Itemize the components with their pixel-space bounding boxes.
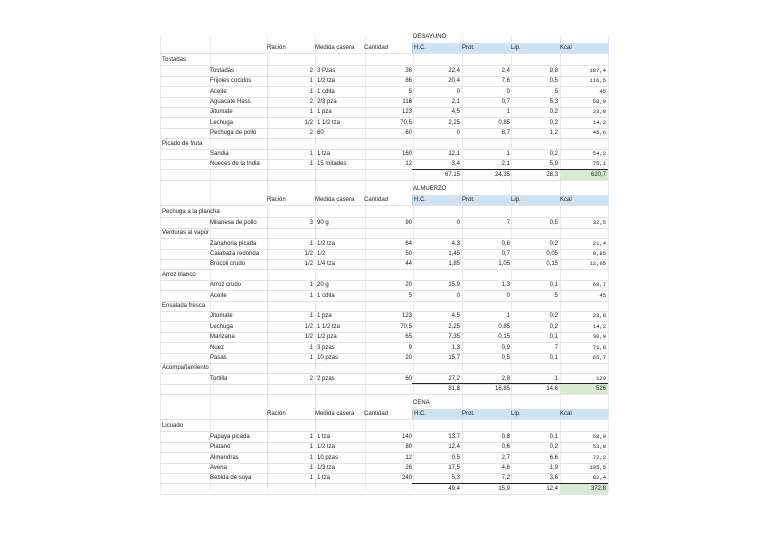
cantidad-cell[interactable]: 26 [405,465,412,472]
cantidad-cell[interactable]: 20 [405,282,412,289]
cantidad-cell[interactable]: 12 [405,454,412,461]
racion-cell[interactable]: 2 [309,67,313,74]
cantidad-cell[interactable]: 160 [401,151,412,158]
food-name[interactable]: Platano [210,444,231,451]
header-medida: Medida casera [315,197,355,203]
racion-cell[interactable]: 1 [309,313,313,320]
medida-cell[interactable]: 60 [317,130,324,137]
prot-cell[interactable]: 4,6 [501,465,510,472]
food-name[interactable]: Manzana [210,334,235,341]
medida-cell[interactable]: 3 pzas [317,344,335,351]
food-name[interactable]: Calabaza redonda [210,251,260,258]
section-title-almuerzo: ALMUERZO [413,186,447,192]
food-name[interactable]: Frijoles cocidos [210,78,252,85]
header-hc: H.C. [414,45,426,51]
cantidad-cell[interactable]: 60 [405,130,412,137]
medida-cell[interactable]: 1 pza [317,109,332,116]
prot-cell[interactable]: 2,1 [501,161,510,168]
lip-cell[interactable]: 0,1 [549,282,558,289]
medida-cell[interactable]: 1/4 tza [317,261,336,268]
prot-cell[interactable]: 2,8 [501,375,510,382]
header-lip: Lip. [511,411,521,417]
lip-cell[interactable]: 5 [554,88,558,95]
kcal-cell[interactable]: 58,9 [592,432,606,440]
prot-cell[interactable]: 0,85 [498,323,510,330]
food-name[interactable]: Papaya picada [210,433,250,440]
cantidad-cell[interactable]: 36 [405,67,412,74]
hc-cell[interactable]: 15,9 [448,282,460,289]
kcal-cell[interactable]: 32,5 [592,218,606,226]
food-name[interactable]: Lechuga [210,119,234,126]
racion-cell[interactable]: 1 [309,292,313,299]
medida-cell[interactable]: 1 tza [317,433,331,440]
kcal-cell[interactable]: 116,5 [589,77,606,85]
lip-cell[interactable]: 5,3 [549,99,558,106]
racion-cell[interactable]: 1 [309,433,313,440]
cantidad-cell[interactable]: 116 [402,99,412,106]
table-row [160,249,608,260]
prot-cell[interactable]: 7 [506,219,510,226]
kcal-cell[interactable]: 9,85 [592,250,606,258]
section-title-cena: CENA [413,400,430,406]
medida-cell[interactable]: 1/2 tza [317,78,336,85]
hc-total[interactable]: 81,8 [448,386,460,393]
table-row [160,280,608,291]
cantidad-cell[interactable]: 240 [401,475,412,482]
hc-cell[interactable]: 0 [456,130,460,137]
table-row [160,128,608,139]
prot-cell[interactable]: 1,05 [498,261,510,268]
cantidad-cell[interactable]: 90 [405,219,412,226]
totals-row [160,484,608,495]
lip-cell[interactable]: 0,05 [546,251,558,258]
kcal-total[interactable]: 620,7 [590,171,606,178]
racion-cell[interactable]: 1 [309,109,313,116]
prot-cell[interactable]: 0,6 [501,444,510,451]
kcal-cell[interactable]: 14,2 [592,322,606,330]
table-row [160,332,608,343]
cantidad-cell[interactable]: 9 [408,344,412,351]
table-row [160,87,608,98]
cantidad-cell[interactable]: 80 [405,444,412,451]
food-name[interactable]: Bebida de soya [210,475,252,482]
header-kcal: Kcal [560,197,572,203]
table-row [160,149,608,160]
prot-cell[interactable]: 2,7 [501,454,510,461]
food-name[interactable]: Lechuga [210,323,234,330]
hc-cell[interactable]: 1,3 [451,344,460,351]
medida-cell[interactable]: 20 g [317,282,329,289]
hc-cell[interactable]: 22,4 [448,67,460,74]
lip-cell[interactable]: 0,2 [549,119,558,126]
medida-cell[interactable]: 1 1/2 tza [317,119,341,126]
table-row [160,259,608,270]
lip-cell[interactable]: 1 [554,375,558,382]
medida-cell[interactable]: 10 pzas [317,454,339,461]
kcal-cell[interactable]: 69,7 [592,281,606,289]
lip-cell[interactable]: 0,2 [549,323,558,330]
food-name[interactable]: Milanesa de pollo [210,219,257,226]
lip-cell[interactable]: 0,2 [549,313,558,320]
header-medida: Medida casera [315,45,355,51]
kcal-cell[interactable]: 45,6 [592,129,606,137]
cantidad-cell[interactable]: 70,5 [400,119,412,126]
group-name[interactable]: Licuado [162,423,184,430]
racion-cell[interactable]: 1 [309,465,313,472]
racion-cell[interactable]: 1 [309,344,313,351]
group-name[interactable]: Acompañamiento [162,365,209,372]
cantidad-cell[interactable]: 123 [401,109,412,116]
group-row [160,363,608,374]
table-row [160,118,608,129]
prot-cell[interactable]: 2,4 [501,67,510,74]
table-row [160,353,608,364]
prot-cell[interactable]: 1 [506,313,510,320]
hc-cell[interactable]: 3,4 [451,161,460,168]
lip-cell[interactable]: 3,6 [549,475,558,482]
kcal-cell[interactable]: 129 [596,374,606,382]
hc-cell[interactable]: 0 [456,219,460,226]
lip-cell[interactable]: 0,2 [549,240,558,247]
food-name[interactable]: Arroz crudo [210,282,242,289]
prot-cell[interactable]: 7,2 [501,475,510,482]
hc-cell[interactable]: 4,5 [451,313,460,320]
hc-cell[interactable]: 27,2 [448,375,460,382]
food-name[interactable]: Tostadas [210,67,235,74]
cantidad-cell[interactable]: 5 [408,292,412,299]
group-row [160,421,608,432]
kcal-total[interactable]: 526 [595,386,606,393]
hc-cell[interactable]: 5,3 [451,475,460,482]
racion-cell[interactable]: 1 [309,282,313,289]
lip-cell[interactable]: 1,9 [549,465,558,472]
food-name[interactable]: Almendras [210,454,239,461]
hc-cell[interactable]: 20,4 [448,78,460,85]
hc-cell[interactable]: 13,7 [448,433,460,440]
racion-cell[interactable]: 1 [309,78,313,85]
prot-total[interactable]: 15,9 [498,485,510,492]
table-row [160,291,608,302]
medida-cell[interactable]: 1/3 tza [317,465,336,472]
hc-cell[interactable]: 15,7 [448,355,460,362]
header-kcal: Kcal [560,411,572,417]
food-name[interactable]: Aguacate Hass [210,99,251,106]
header-hc: H.C. [414,197,426,203]
medida-cell[interactable]: 90 g [317,219,329,226]
prot-cell[interactable]: 1 [506,109,510,116]
cantidad-cell[interactable]: 60 [405,375,412,382]
header-kcal: Kcal [560,45,572,51]
grid-line [608,34,609,492]
lip-cell[interactable]: 1,2 [549,130,558,137]
table-row [160,463,608,474]
food-name[interactable]: Jitomate [210,313,233,320]
hc-cell[interactable]: 0 [456,292,460,299]
group-name[interactable]: Tostadas [162,57,187,64]
table-row [160,453,608,464]
cantidad-cell[interactable]: 20 [405,355,412,362]
kcal-cell[interactable]: 105,5 [589,464,606,472]
hc-cell[interactable]: 4,3 [451,240,460,247]
medida-cell[interactable]: 1/2 tza [317,240,336,247]
racion-cell[interactable]: 3 [309,219,313,226]
lip-cell[interactable]: 0,2 [549,151,558,158]
food-name[interactable]: Zanahoria picada [210,240,257,247]
header-row [160,43,608,54]
medida-cell[interactable]: 1/2 pza [317,334,337,341]
lip-cell[interactable]: 5 [554,292,558,299]
food-name[interactable]: Pasas [210,355,227,362]
prot-cell[interactable]: 0,7 [501,251,510,258]
table-row [160,66,608,77]
food-name[interactable]: Aceite [210,88,227,95]
group-name[interactable]: Ensalada fresca [162,303,206,310]
table-row [160,97,608,108]
kcal-cell[interactable]: 45 [599,291,606,299]
medida-cell[interactable]: 1/2 tza [317,444,336,451]
racion-cell[interactable]: 2 [309,99,313,106]
table-row [160,311,608,322]
hc-cell[interactable]: 12,4 [448,444,460,451]
hc-cell[interactable]: 0 [456,88,460,95]
table-row [160,239,608,250]
lip-cell[interactable]: 0,1 [549,433,558,440]
kcal-cell[interactable]: 71,8 [592,343,606,351]
lip-cell[interactable]: 0,2 [549,444,558,451]
totals-row [160,170,608,181]
header-cantidad: Cantidad [364,411,389,417]
kcal-cell[interactable]: 65,7 [592,354,606,362]
hc-cell[interactable]: 1,45 [448,251,460,258]
racion-cell[interactable]: 1 [309,454,313,461]
hc-cell[interactable]: 0,5 [451,454,460,461]
medida-cell[interactable]: 1/2 [317,251,326,258]
group-row [160,139,608,150]
hc-total[interactable]: 49,4 [448,485,460,492]
table-row [160,432,608,443]
medida-cell[interactable]: 1 tza [317,151,331,158]
header-cantidad: Cantidad [364,45,389,51]
cantidad-cell[interactable]: 140 [401,433,412,440]
hc-cell[interactable]: 1,85 [448,261,460,268]
header-row [160,195,608,206]
racion-cell[interactable]: 1 [309,444,313,451]
table-row [160,107,608,118]
header-lip: Lip. [511,197,521,203]
hc-cell[interactable]: 2,1 [451,99,460,106]
kcal-cell[interactable]: 14,2 [592,118,606,126]
group-row [160,228,608,239]
racion-cell[interactable]: 1/2 [304,261,313,268]
cantidad-cell[interactable]: 86 [405,78,412,85]
prot-cell[interactable]: 0,8 [501,433,510,440]
racion-cell[interactable]: 2 [309,130,313,137]
table-row [160,442,608,453]
prot-cell[interactable]: 8,7 [501,130,510,137]
prot-cell[interactable]: 0,7 [501,99,510,106]
medida-cell[interactable]: 3 Pzas [317,67,336,74]
prot-cell[interactable]: 1,3 [501,282,510,289]
lip-cell[interactable]: 5,9 [549,161,558,168]
hc-cell[interactable]: 12,1 [448,151,460,158]
prot-cell[interactable]: 0,9 [501,344,510,351]
header-racion: Ración [267,197,286,203]
header-prot: Prot. [462,197,475,203]
group-name[interactable]: Pechuga a la plancha [162,209,220,216]
hc-cell[interactable]: 4,5 [451,109,460,116]
food-name[interactable]: Pechuga de pollo [210,130,257,137]
medida-cell[interactable]: 1 1/2 tza [317,323,341,330]
food-name[interactable]: Jitomate [210,109,233,116]
kcal-cell[interactable]: 23,8 [592,312,606,320]
cantidad-cell[interactable]: 50 [405,251,412,258]
lip-cell[interactable]: 0,1 [549,334,558,341]
medida-cell[interactable]: 1 cdita [317,292,335,299]
hc-cell[interactable]: 17,5 [448,465,460,472]
lip-total[interactable]: 28,3 [546,171,558,178]
prot-total[interactable]: 16,85 [494,386,510,393]
table-row [160,218,608,229]
lip-cell[interactable]: 0,5 [549,78,558,85]
kcal-cell[interactable]: 12,95 [589,260,606,268]
prot-cell[interactable]: 0,5 [501,355,510,362]
kcal-cell[interactable]: 30,9 [592,333,606,341]
lip-cell[interactable]: 7 [554,344,558,351]
prot-cell[interactable]: 0,15 [498,334,510,341]
totals-row [160,384,608,395]
cantidad-cell[interactable]: 123 [401,313,412,320]
group-row [160,301,608,312]
header-prot: Prot. [462,45,475,51]
table-row [160,76,608,87]
group-row [160,270,608,281]
racion-cell[interactable]: 1/2 [304,323,313,330]
header-racion: Ración [267,45,286,51]
cantidad-cell[interactable]: 70,5 [400,323,412,330]
cantidad-cell[interactable]: 44 [405,261,412,268]
group-name[interactable]: Arroz blanco [162,271,196,278]
kcal-cell[interactable]: 72,2 [592,453,606,461]
prot-cell[interactable]: 0,85 [498,119,510,126]
lip-cell[interactable]: 0,15 [546,261,558,268]
medida-cell[interactable]: 15 mitades [317,161,347,168]
prot-cell[interactable]: 1 [506,151,510,158]
food-name[interactable]: Sandia [210,151,229,158]
medida-cell[interactable]: 1 cdita [317,88,335,95]
table-row [160,343,608,354]
prot-total[interactable]: 24,35 [494,171,510,178]
racion-cell[interactable]: 1 [309,161,313,168]
cantidad-cell[interactable]: 64 [405,240,412,247]
racion-cell[interactable]: 1 [309,355,313,362]
food-name[interactable]: Avena [210,465,227,472]
racion-cell[interactable]: 1/2 [304,119,313,126]
header-cantidad: Cantidad [364,197,389,203]
food-name[interactable]: Tortilla [210,375,228,382]
lip-cell[interactable]: 0,1 [549,355,558,362]
hc-cell[interactable]: 2,25 [448,323,460,330]
kcal-cell[interactable]: 82,4 [592,474,606,482]
racion-cell[interactable]: 1 [309,88,313,95]
header-prot: Prot. [462,411,475,417]
group-row [160,207,608,218]
racion-cell[interactable]: 1/2 [304,334,313,341]
medida-cell[interactable]: 2/3 pza [317,99,337,106]
kcal-cell[interactable]: 54,2 [592,150,606,158]
hc-cell[interactable]: 7,35 [448,334,460,341]
prot-cell[interactable]: 7,6 [501,78,510,85]
cantidad-cell[interactable]: 65 [405,334,412,341]
cantidad-cell[interactable]: 12 [405,161,412,168]
medida-cell[interactable]: 2 pzas [317,375,335,382]
lip-cell[interactable]: 0,2 [549,109,558,116]
kcal-cell[interactable]: 53,8 [592,443,606,451]
medida-cell[interactable]: 1 pza [317,313,332,320]
food-name[interactable]: Nueces de la India [210,161,260,168]
racion-cell[interactable]: 2 [309,375,313,382]
prot-cell[interactable]: 0 [506,292,510,299]
group-row [160,55,608,66]
kcal-cell[interactable]: 58,9 [592,98,606,106]
lip-cell[interactable]: 0,5 [549,219,558,226]
kcal-cell[interactable]: 21,4 [592,239,606,247]
kcal-cell[interactable]: 75,1 [592,160,606,168]
lip-cell[interactable]: 9,8 [549,67,558,74]
lip-total[interactable]: 12,4 [546,485,558,492]
group-name[interactable]: Verduras al vapor [162,230,210,237]
prot-cell[interactable]: 0 [506,88,510,95]
racion-cell[interactable]: 1 [309,151,313,158]
medida-cell[interactable]: 10 pzas [317,355,339,362]
medida-cell[interactable]: 1 tza [317,475,331,482]
prot-cell[interactable]: 0,6 [501,240,510,247]
hc-total[interactable]: 67,15 [444,171,460,178]
lip-cell[interactable]: 6,6 [549,454,558,461]
header-medida: Medida casera [315,411,355,417]
group-name[interactable]: Picado de fruta [162,140,203,147]
kcal-cell[interactable]: 23,8 [592,108,606,116]
header-row [160,409,608,420]
food-name[interactable]: Nuez [210,344,225,351]
section-title-desayuno: DESAYUNO [413,34,447,40]
kcal-total[interactable]: 372,8 [590,485,606,492]
racion-cell[interactable]: 1/2 [304,251,313,258]
header-lip: Lip. [511,45,521,51]
cantidad-cell[interactable]: 5 [408,88,412,95]
lip-total[interactable]: 14,6 [546,386,558,393]
racion-cell[interactable]: 1 [309,240,313,247]
food-name[interactable]: Aceite [210,292,227,299]
header-racion: Ración [267,411,286,417]
food-name[interactable]: Brocoli crudo [210,261,246,268]
table-row [160,322,608,333]
kcal-cell[interactable]: 45 [599,87,606,95]
kcal-cell[interactable]: 187,4 [589,66,606,74]
hc-cell[interactable]: 2,25 [448,119,460,126]
racion-cell[interactable]: 1 [309,475,313,482]
header-hc: H.C. [414,411,426,417]
